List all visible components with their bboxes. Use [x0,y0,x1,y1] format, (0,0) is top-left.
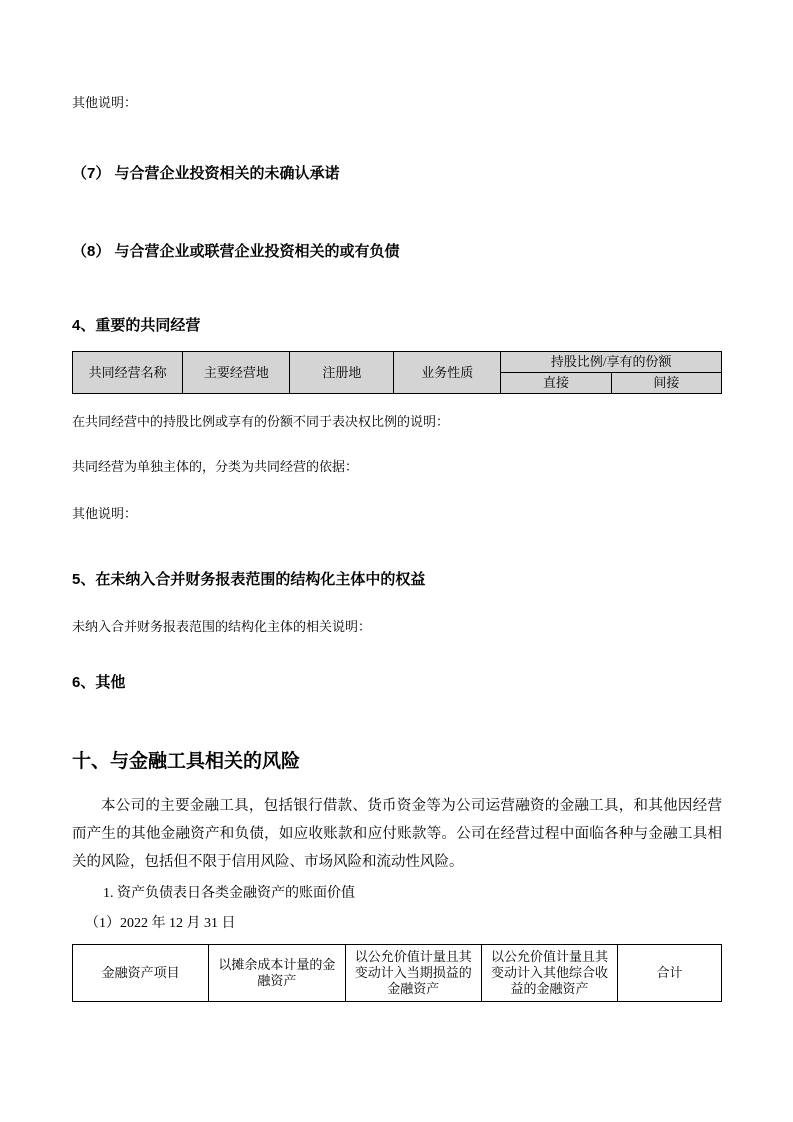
financial-assets-table [72,944,722,1002]
other-notes-label-1: 其他说明： [72,95,138,110]
assets-col-header-fvoci: 以公允价值计量且其变动计入其他综合收益的金融资产 [481,945,617,1002]
assets-col-header-item: 金融资产项目 [73,945,209,1002]
heading-10-financial-instrument-risks: 十、与金融工具相关的风险 [72,751,301,772]
heading-6-other: 6、其他 [72,674,126,691]
heading-4-important-joint-operations: 4、重要的共同经营 [72,317,201,334]
heading-7-unconfirmed-commitments: （7） 与合营企业投资相关的未确认承诺 [72,165,340,182]
assets-col-header-amortized-cost: 以摊余成本计量的金融资产 [209,945,345,1002]
assets-col-header-total: 合计 [618,945,722,1002]
note-classification-basis: 共同经营为单独主体的，分类为共同经营的依据： [72,459,359,474]
joint-col-header-indirect: 间接 [611,373,721,394]
joint-col-header-direct: 直接 [501,373,611,394]
note-shareholding-ratio: 在共同经营中的持股比例或享有的份额不同于表决权比例的说明： [72,414,450,429]
joint-table-header-row-1 [73,352,722,373]
item-1-book-value-title: 1. 资产负债表日各类金融资产的账面价值 [103,886,355,901]
paragraph-financial-risks: 本公司的主要金融工具，包括银行借款、货币资金等为公司运营融资的金融工具，和其他因经营而产生的其他金融资产和负债，如应收账款和应付账款等。公司在经营过程中面临各种与金融工具相关的风险，包括但不限于信用风险、市场风险和流动性风险。 [72,798,722,870]
item-1-1-date-title: （1）2022 年 12 月 31 日 [85,916,236,931]
assets-col-header-fvtpl: 以公允价值计量且其变动计入当期损益的金融资产 [345,945,481,1002]
joint-col-header-place: 主要经营地 [183,352,290,394]
heading-8-contingent-liabilities: （8） 与合营企业或联营企业投资相关的或有负债 [72,243,400,260]
heading-5-structured-entities: 5、在未纳入合并财务报表范围的结构化主体中的权益 [72,571,426,588]
joint-col-header-registered: 注册地 [290,352,394,394]
other-notes-label-2: 其他说明： [72,506,138,521]
assets-table-header-row [73,945,722,1002]
joint-col-header-business: 业务性质 [394,352,501,394]
joint-col-header-share-group: 持股比例/享有的份额 [501,352,722,373]
note-structured-entities: 未纳入合并财务报表范围的结构化主体的相关说明： [72,619,372,634]
joint-col-header-name: 共同经营名称 [73,352,183,394]
joint-operations-table [72,351,722,394]
